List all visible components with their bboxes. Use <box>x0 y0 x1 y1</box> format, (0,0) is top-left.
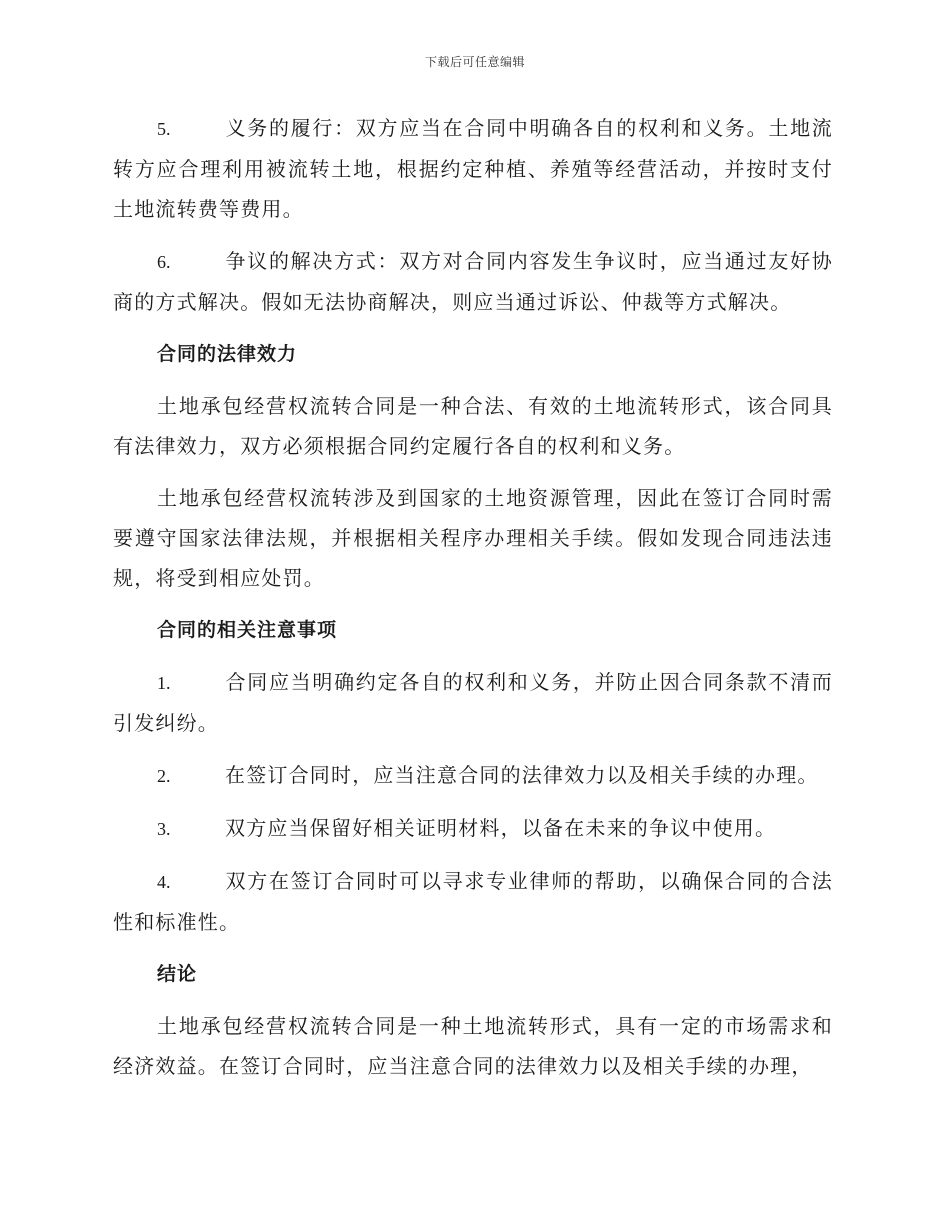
document-body <box>113 108 833 1098</box>
section-heading-notes: 合同的相关注意事项 <box>157 619 338 641</box>
paragraph: 土地承包经营权流转合同是一种合法、有效的土地流转形式，该合同具有法律效力，双方必须根据合同约定履行各自的权利和义务。 <box>113 394 833 458</box>
list-item-number: 2. <box>157 766 171 786</box>
page-header: 下载后可任意编辑 <box>424 55 525 69</box>
list-item-text: 双方在签订合同时可以寻求专业律师的帮助，以确保合同的合法性和标准性。 <box>113 869 833 934</box>
list-item-text: 合同应当明确约定各自的权利和义务，并防止因合同条款不清而引发纠纷。 <box>113 670 833 735</box>
list-item <box>113 755 833 796</box>
list-item-number: 4. <box>157 872 171 892</box>
list-item-number: 3. <box>157 819 171 839</box>
list-item-number: 1. <box>157 673 171 693</box>
list-item <box>113 808 833 849</box>
list-item-text: 双方应当保留好相关证明材料，以备在未来的争议中使用。 <box>225 816 777 840</box>
paragraph: 土地承包经营权流转涉及到国家的土地资源管理，因此在签订合同时需要遵守国家法律法规，并根据相关程序办理相关手续。假如发现合同违法违规，将受到相应处罚。 <box>113 486 833 590</box>
list-item <box>113 861 833 942</box>
list-item-text: 在签订合同时，应当注意合同的法律效力以及相关手续的办理。 <box>225 763 819 787</box>
list-item <box>113 108 833 229</box>
section-heading-conclusion: 结论 <box>157 963 198 985</box>
list-item-text: 争议的解决方式：双方对合同内容发生争议时，应当通过友好协商的方式解决。假如无法协商解决，则应当通过诉讼、仲裁等方式解决。 <box>113 249 833 314</box>
list-item-number: 6. <box>157 252 171 272</box>
list-item-text: 义务的履行：双方应当在合同中明确各自的权利和义务。土地流转方应合理利用被流转土地，根据约定种植、养殖等经营活动，并按时支付土地流转费等费用。 <box>113 116 833 221</box>
list-item-number: 5. <box>157 119 171 139</box>
list-item <box>113 662 833 743</box>
section-heading-legal-effect: 合同的法律效力 <box>157 343 298 365</box>
list-item <box>113 241 833 322</box>
paragraph: 土地承包经营权流转合同是一种土地流转形式，具有一定的市场需求和经济效益。在签订合同时，应当注意合同的法律效力以及相关手续的办理， <box>113 1014 833 1078</box>
